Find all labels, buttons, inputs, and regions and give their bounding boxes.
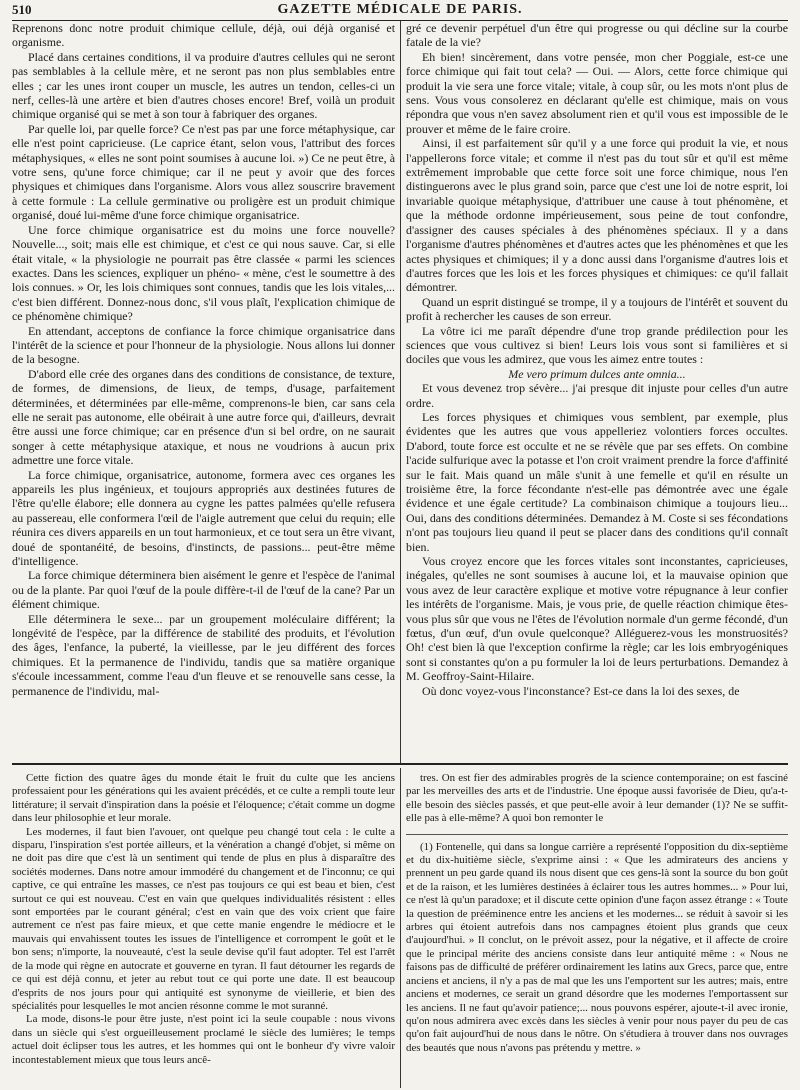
paragraph: En attendant, acceptons de confiance la force chimique organisatrice dans l'intérêt de la science et pour l'honneur de la physiologie. Nous allons lui donner de la besogne. (12, 323, 395, 367)
paragraph: Où donc voyez-vous l'inconstance? Est-ce dans la loi des sexes, de (422, 683, 740, 698)
page-number: 510 (12, 2, 32, 17)
feuilleton-separator (12, 763, 788, 765)
column-divider (400, 21, 401, 763)
feuilleton-paragraph: Cette fiction des quatre âges du monde était le fruit du culte que les anciens professaient pour les générations qui les avaient précédés, et ce culte a rempli toute leur littérature; il servait d'inspiration dans la poésie et l'éloquence; c'était comme un dogme dans leur philosophie et leur morale. (12, 772, 395, 825)
paragraph: gré ce devenir perpétuel d'un être qui progresse ou qui décline sur la courbe fatale de la vie? (406, 21, 788, 50)
paragraph: Elle déterminera le sexe... par un groupement moléculaire différent; la longévité de l'espèce, par la différence de stabilité des produits, et l'évolution des âges, l'enfance, la puberté, la vieillesse, par le jeu différent des forces chimiques. Et la permanence de l'individu, tandis que sa matière organique s'écoule incessamment, comme l'eau d'un fleuve et se renouvelle sans cesse, la permanence de l'individu, mal- (12, 611, 395, 698)
paragraph: Et vous devenez trop sévère... j'ai presque dit injuste pour celles d'un autre ordre. (406, 381, 788, 410)
paragraph: La force chimique, organisatrice, autonome, formera avec ces organes les appareils les plus ingénieux, et toujours appropriés aux destinées futures de l'être qu'elle élabore; elle donnera au cygne les pattes palmées qu'elle refusera au passereau, elle conformera l'œil de l'aigle autrement que celui du requin; elle réunira ces divers appareils en un tout harmonieux, et ce tout sera un être vivant, doué de spontanéité, de besoins, d'instincts, de passions... peut-être même d'intelligence. (12, 467, 395, 569)
latin-quotation: Me vero primum dulces ante omnia... (508, 366, 686, 381)
page-header (12, 0, 788, 22)
feuilleton-paragraph: La mode, disons-le pour être juste, n'est point ici la seule coupable : nous vivons dans un siècle qui s'est orgueilleusement proclamé le siècle des lumières; le temps actuel doit éclipser tous les autres, et les hommes qui ont le bonheur d'y vivre valoir incontestablement mieux que tous leurs ancê- (12, 1013, 395, 1066)
paragraph: Les forces physiques et chimiques vous semblent, par exemple, plus évidentes que les autres que vous appelleriez volontiers forces occultes. D'abord, toute force est occulte et ne se révèle que par ses effets. On combine l'acide sulfurique avec la potasse et l'on croit vraiment prendre la force d'affinité sur le fait. Mais quand un mâle s'unit à une femelle et qu'il en résulte un troisième être, la force fécondante n'est-elle pas démontrée avec une égale évidence et une égale certitude? La combinaison chimique a toujours lieu... Oui, dans des conditions déterminées. Demandez à M. Coste si ses fécondations n'ont pas toujours lieu quand il peut se placer dans des conditions qu'il connaît bien. (406, 409, 788, 554)
feuilleton-paragraph: tres. On est fier des admirables progrès de la science contemporaine; on est fasciné par les merveilles des arts et de l'industrie. Une époque aussi favorisée de Dieu, qu'a-t-elle besoin des siècles passés, et que peut-elle avoir à leur demander (1)? Ne se suffit-elle pas à elle-même? A quoi bon remonter le (406, 772, 788, 825)
feuilleton-divider (400, 768, 401, 1088)
feuilleton-paragraph: Les modernes, il faut bien l'avouer, ont quelque peu changé tout cela : le culte a disparu, l'inspiration s'est portée ailleurs, et la vénération a changé d'objet, si même on ne doit pas dire que c'est là un sentiment qui tende de plus en plus à disparaître des sociétés modernes. Dans notre amour immodéré du changement et de l'inconnu; ce qui captive, ce qui entraîne les masses, ce n'est pas toujours ce qui est beau et bien, c'est surtout ce qui est nouveau. C'est en vain que quelques individualités résistent : elles sont emportées par le courant général; c'est en vain que des voix crient que faire autrement ce n'est pas faire mieux, et que cette manie engendre le médiocre et le mauvais qui envahissent toutes les issues de l'intelligence et corrompent le goût et le bon sens; n'importe, la nouveauté, c'est la seule devise qu'il faut adopter. Tel est l'arrêt de la mode qui règne en autocrate et gouverne en tyran. Il faut détourner les regards de ce qui est déjà connu, et jeter au rebut tout ce qui porte une date. Il est beaucoup d'esprits de nos jours pour qui antiquité est synonyme de vieillerie, et bien des spécialités pour lesquelles le mot ancien résonne comme le mot suranné. (12, 825, 395, 1012)
paragraph: Eh bien! sincèrement, dans votre pensée, mon cher Poggiale, est-ce une force chimique qui fait tout cela? — Oui. — Alors, cette force chimique qui produit la vie sera une force vitale; vitale, à coup sûr, ou les mots n'ont plus de sens. Vous vous consolerez en déclarant qu'elle est chimique, mais on vous répondra que vous n'en savez absolument rien et qu'il vous est impossible de le prouver et même de le faire croire. (406, 49, 788, 136)
paragraph: D'abord elle crée des organes dans des conditions de consistance, de texture, de formes, de dimensions, de lieux, de temps, d'usage, parfaitement déterminées, et déterminées par elle-même, comprenons-le bien, car sans cela elle ne serait pas autonome, elle obéirait à une autre force qui, d'ailleurs, devrait être aussi une force chimique; car en présence d'un si bel ordre, on ne saurait songer à cette métaphysique ataxique, et nous ne voudrions à aucun prix admettre une force vitale. (12, 366, 395, 468)
paragraph: Placé dans certaines conditions, il va produire d'autres cellules qui ne seront pas semblables à la cellule mère, et ne seront pas non plus semblables entre elles ; car les unes iront couper un muscle, les autres un tendon, celles-ci un nerf, celles-là une artère et bien d'autres choses encore! Bref, voilà un produit chimique organisé qui se met à son tour à fabriquer des organes. (12, 49, 395, 122)
paragraph: Une force chimique organisatrice est du moins une force nouvelle? Nouvelle..., soit; mais elle est chimique, et c'est ce qui nous sauve. Car, si elle était vitale, « la physiologie ne pourrait pas être classée « parmi les sciences exactes. Dans les sciences, expliquer un phéno- « mène, c'est le soumettre à des lois connues. » Or, les lois chimiques sont connues, tandis que les lois vitales,... c'est bien différent. Donnez-nous donc, s'il vous plaît, l'explication chimique de ce phénomène chimique? (12, 222, 395, 324)
paragraph: Ainsi, il est parfaitement sûr qu'il y a une force qui produit la vie, et nous l'appellerons force vitale; et comme il n'est pas du tout sûr et qu'il est même extrêmement improbable que cette force soit une force chimique, nous l'en distinguerons avec le plus grand soin, parce que c'est une loi de notre esprit, loi invariable quoique métaphysique, d'attribuer une cause à tout phénomène, et que la méthode ordonne impérieusement, sous peine de tout confondre, d'assigner des causes spéciales à des phénomènes spéciaux. Il y a dans l'organisme d'autres phénomènes et d'autres actes que les phénomènes et que les actes physiques et chimiques; il y a donc aussi dans l'organisme d'autres lois et d'autres forces que les lois et les forces physiques et chimiques: ce qu'il fallait démontrer. (406, 136, 788, 295)
paragraph: La vôtre ici me paraît dépendre d'une trop grande prédilection pour les sciences que vous cultivez si bien! Leurs lois vous sont si familières et si dociles que vous les admirez, que vous les aimez entre toutes : (406, 323, 788, 367)
paragraph: Par quelle loi, par quelle force? Ce n'est pas par une force métaphysique, car elle n'est point capricieuse. (Le caprice étant, selon vous, l'attribut des forces métaphysiques, « elles ne sont point soumises à aucune loi. ») Ce ne peut être, à votre sens, qu'une force chimique; car il ne peut y avoir que des forces physiques et chimiques dans l'organisme. Alors vous allez souscrire bravement à cette formule : La cellule germinative ou proligère est un produit chimique organisé, doué lui-même d'une force chimique organisatrice. (12, 121, 395, 223)
paragraph: Reprenons donc notre produit chimique cellule, déjà, oui déjà organisé et organisme. (12, 21, 395, 50)
main-column-left (12, 21, 395, 759)
footnote: (1) Fontenelle, qui dans sa longue carrière a représenté l'opposition du dix-septième et du dix-huitième siècle, s'exprime ainsi : « Que les admirateurs des anciens y prennent un peu garde quand ils nous disent que ces gens-là sont la source du bon goût et de la raison, et les lumières destinées à éclairer tous les autres hommes... » Pour lui, ce n'est là qu'un paradoxe; et il discute cette opinion d'une façon assez étrange : « Toute la question de prééminence entre les anciens et les modernes... se réduit à savoir si les arbres qui étoient autrefois dans nos campagnes étoient plus grands que ceux d'aujourd'hui. » Il conclut, on le prévoit assez, pour la négative, et il affecte de croire que le principal mérite des anciens consiste dans leur antiquité même : « Nous ne faisons pas de difficulté de préférer ordinairement les latins aux Grecs, parce que, entre anciens et anciens, il n'y a pas de mal que les uns l'emportent sur les autres; mais, entre anciens et modernes, ce serait un grand désordre que les modernes l'emportassent sur les anciens. Il ne faut qu'avoir patience;... nous pouvons espérer, ajoute-t-il avec ironie, qu'on nous admirera avec excès dans les siècles à venir pour nous payer du peu de cas qu'on fait aujourd'hui de nous dans le nôtre. On s'étudiera à trouver dans nos ouvrages des beautés que nous n'avons pas prétendu y mettre. » (406, 840, 788, 1054)
paragraph: Vous croyez encore que les forces vitales sont inconstantes, capricieuses, inégales, qu'elles ne sont soumises à aucune loi, et la mauvaise opinion que vous avez de leur caractère explique et motive votre répugnance à leur confier les intérêts de l'organisme. Mais, je vous prie, de quelle réaction chimique êtes-vous plus sûr que vous ne l'êtes de l'évolution normale d'un germe fécondé, d'un fœtus, d'un œuf, d'un ovule quelconque? Alléguerez-vous les monstruosités? Oh! c'est bien là que l'exception confirme la règle; car les lois embryogéniques sont si constantes qu'on a pu formuler la loi de leurs perturbations. Demandez à M. Geoffroy-Saint-Hilaire. (406, 554, 788, 684)
paragraph: La force chimique déterminera bien aisément le genre et l'espèce de l'animal ou de la plante. Par quoi l'œuf de la poule diffère-t-il de l'œuf de la cane? Par un élément chimique. (12, 568, 395, 612)
footnote-rule (406, 834, 788, 835)
paragraph: Quand un esprit distingué se trompe, il y a toujours de l'intérêt et souvent du profit à rechercher les causes de son erreur. (406, 294, 788, 324)
feuilleton-column-right (406, 772, 788, 1088)
main-column-right (406, 21, 788, 759)
feuilleton-column-left (12, 772, 395, 1088)
journal-title: GAZETTE MÉDICALE DE PARIS. (277, 2, 523, 17)
